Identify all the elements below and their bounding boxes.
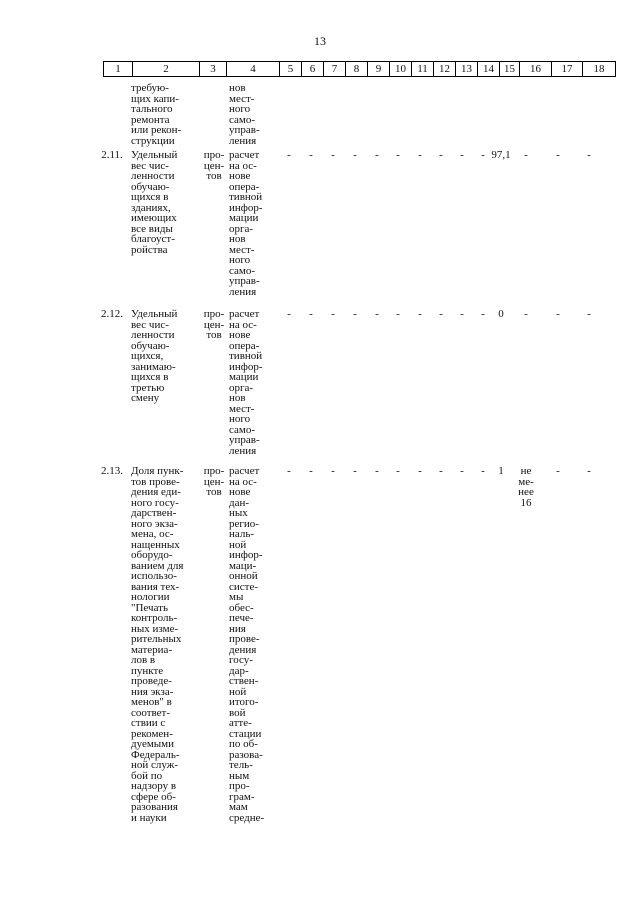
data-source-line: стации [229,727,262,740]
indicator-name-line: использо- [131,570,177,582]
data-source-line: на ос- [229,475,257,488]
header-col-7: 7 [324,62,346,77]
value-col-17: - [556,149,560,161]
unit-line: цен- [203,475,225,488]
value-col-18: - [587,308,591,320]
row-number: 2.12. [101,308,123,320]
data-source-line: маци- [229,559,257,572]
data-source-line: ной [229,685,247,698]
indicator-name-line: зданиях, [131,201,171,214]
data-source-line: орга- [229,381,254,394]
value-col-11: - [418,149,422,161]
indicator-name-line: щихся в [131,191,169,203]
data-source-line: инфор- [229,360,263,373]
data-source-line: атте- [229,717,252,729]
cont-source [229,83,281,146]
row-number: 2.13. [101,465,123,477]
indicator-name-line: сфере об- [131,790,176,803]
indicator-name-line: ния экза- [131,685,174,698]
data-source-line: мы [229,591,244,603]
indicator-name-line: разования [131,801,178,813]
value-col-13: - [460,149,464,161]
data-source [229,150,281,297]
value-col-14: - [481,308,485,320]
data-source-line: мест- [229,402,255,415]
header-col-8: 8 [346,62,368,77]
indicator-name-line: менов" в [131,696,172,708]
indicator-name-line: смену [131,392,160,404]
indicator-name-line: ного госу- [131,496,179,509]
value-col-6: - [309,465,313,477]
value-col-5: - [287,308,291,320]
cont-indicator-name-line: или рекон- [131,124,182,136]
value-col-12: - [439,149,443,161]
indicator-name-line: дения еди- [131,486,181,498]
data-source-line: тивной [229,191,263,203]
header-col-4: 4 [227,62,280,77]
header-col-2: 2 [133,62,200,77]
data-source-line: нове [229,170,251,182]
data-source-line: средне- [229,811,265,824]
cont-indicator-name-line: тального [131,103,173,115]
data-source-line: наль- [229,528,255,540]
data-source-line: грам- [229,790,255,803]
data-source-line: ных [229,507,248,519]
unit [200,466,228,498]
data-source-line: вой [229,706,246,719]
value-col-7: - [331,149,335,161]
data-source-line: ной [229,538,247,551]
data-source-line: мест- [229,243,255,256]
indicator-name-line: вес чис- [131,159,169,172]
value-col-16-line: нее [518,486,534,498]
data-source-line: опера- [229,180,260,193]
data-source-line: по об- [229,738,258,750]
data-source-line: само- [229,423,256,436]
data-source-line: само- [229,264,256,277]
indicator-name-line: дарствен- [131,507,177,519]
indicator-name-line: нащенных [131,538,180,551]
unit-line: про- [203,149,225,161]
indicator-name-line: все виды [131,222,173,235]
data-source-line: про- [229,780,250,792]
row-number: 2.11. [101,149,123,161]
indicator-name-line: ствии с [131,717,166,729]
value-col-9: - [375,308,379,320]
value-col-17: - [556,308,560,320]
indicator-name-line: мена, ос- [131,528,174,540]
value-col-15: 1 [498,465,504,477]
cont-indicator-name-line: ремонта [131,113,170,126]
value-col-15: 0 [498,308,504,320]
value-col-12: - [439,465,443,477]
indicator-name-line: рекомен- [131,727,173,740]
data-source-line: ния [229,622,246,635]
indicator-name-line: имеющих [131,212,177,224]
indicator-name-line: ного экза- [131,517,178,530]
data-source-line: управ- [229,434,260,446]
indicator-name-line: третью [131,381,165,394]
indicator-name-line: контроль- [131,612,178,624]
data-source-line: мации [229,371,259,383]
indicator-name [131,309,201,404]
header-col-14: 14 [478,62,500,77]
indicator-name-line: тов прове- [131,475,180,488]
unit-line: про- [203,308,225,320]
data-source-line: тель- [229,759,253,771]
value-col-7: - [331,308,335,320]
data-source-line: орга- [229,222,254,235]
data-source [229,466,281,823]
unit-line: про- [203,465,225,477]
data-source-line: пече- [229,612,254,624]
indicator-name-line: и науки [131,811,167,824]
unit-line: тов [206,329,222,341]
data-source-line: ления [229,285,257,298]
indicator-name-line: проведе- [131,675,172,687]
data-source-line: управ- [229,275,260,287]
value-col-12: - [439,308,443,320]
indicator-name-line: рительных [131,633,182,645]
cont-source-line: ного [229,103,251,115]
value-col-16: - [524,149,528,161]
data-source-line: на ос- [229,318,257,331]
value-col-5: - [287,465,291,477]
value-col-16: - [524,308,528,320]
data-source-line: нове [229,486,251,498]
data-source-line: мам [229,801,248,813]
data-source-line: прове- [229,633,260,645]
unit [200,150,228,182]
indicator-name-line: оборудо- [131,549,173,561]
indicator-name-line: "Печать [131,601,168,614]
value-col-6: - [309,308,313,320]
header-col-5: 5 [280,62,302,77]
value-col-10: - [396,465,400,477]
indicator-name-line: лов в [131,654,156,666]
data-source-line: нов [229,233,246,245]
indicator-name-line: вания тех- [131,580,180,593]
value-col-17: - [556,465,560,477]
data-source-line: расчет [229,308,260,320]
value-col-16-line: ме- [518,475,534,488]
indicator-name-line: обучаю- [131,180,170,193]
indicator-name-line: материа- [131,643,173,656]
header-col-12: 12 [434,62,456,77]
indicator-name-line: Удельный [131,149,178,161]
page-number: 13 [314,34,326,48]
unit [200,309,228,341]
unit-line: тов [206,486,222,498]
indicator-name-line: щихся в [131,371,169,383]
value-col-18: - [587,465,591,477]
header-col-3: 3 [200,62,227,77]
cont-indicator-name-line: струкции [131,134,175,147]
value-col-7: - [331,465,335,477]
value-col-8: - [353,149,357,161]
header-col-13: 13 [456,62,478,77]
data-source-line: инфор- [229,201,263,214]
header-col-6: 6 [302,62,324,77]
indicator-name-line: занимаю- [131,360,176,373]
value-col-9: - [375,465,379,477]
value-col-11: - [418,308,422,320]
value-col-15: 97,1 [491,149,511,161]
value-col-8: - [353,308,357,320]
cont-source-line: само- [229,113,256,126]
indicator-name-line: ной служ- [131,759,179,771]
header-col-16: 16 [520,62,552,77]
data-source-line: обес- [229,601,254,614]
data-source-line: мации [229,212,259,224]
cont-indicator-name-line: щих капи- [131,92,179,105]
indicator-name-line: щихся, [131,350,164,362]
indicator-name-line: Доля пунк- [131,465,184,477]
cont-source-line: ления [229,134,257,147]
header-col-11: 11 [412,62,434,77]
value-col-5: - [287,149,291,161]
unit-line: цен- [203,159,225,172]
data-source-line: дар- [229,664,249,677]
indicator-name-line: вес чис- [131,318,169,331]
indicator-name-line: пункте [131,664,164,677]
data-source-line: инфор- [229,549,263,561]
data-source-line: разова- [229,748,263,761]
value-col-14: - [481,465,485,477]
data-source-line: дан- [229,496,250,509]
value-col-10: - [396,149,400,161]
header-col-18: 18 [583,62,616,77]
data-source-line: регио- [229,517,259,530]
header-col-10: 10 [390,62,412,77]
cont-indicator-name-line: требую- [131,82,169,94]
data-source-line: на ос- [229,159,257,172]
data-source-line: ным [229,769,250,782]
indicator-name-line: надзору в [131,780,177,792]
column-number-header [103,61,616,77]
data-source-line: тивной [229,350,263,362]
data-source [229,309,281,456]
header-col-15: 15 [500,62,520,77]
indicator-name-line: ванием для [131,559,184,572]
data-source-line: онной [229,570,258,582]
value-col-18: - [587,149,591,161]
indicator-name-line: нологии [131,591,170,603]
value-col-8: - [353,465,357,477]
value-col-14: - [481,149,485,161]
data-source-line: систе- [229,580,259,593]
indicator-name-line: Федераль- [131,748,180,761]
header-col-9: 9 [368,62,390,77]
indicator-name [131,466,201,823]
data-source-line: ления [229,444,257,457]
indicator-name-line: бой по [131,769,163,782]
header-col-17: 17 [552,62,583,77]
data-source-line: расчет [229,465,260,477]
cont-indicator-name [131,83,201,146]
value-col-10: - [396,308,400,320]
data-source-line: нове [229,329,251,341]
data-source-line: ствен- [229,675,259,687]
indicator-name-line: соответ- [131,706,171,719]
indicator-name-line: обучаю- [131,339,170,352]
data-source-line: ного [229,254,251,266]
value-col-16 [511,466,541,508]
data-source-line: опера- [229,339,260,352]
data-source-line: ного [229,413,251,425]
cont-source-line: мест- [229,92,255,105]
value-col-13: - [460,308,464,320]
unit-line: тов [206,170,222,182]
indicator-name-line: дуемыми [131,738,175,750]
indicator-name-line: ленности [131,170,175,182]
data-source-line: итого- [229,696,259,708]
header-col-1: 1 [104,62,133,77]
value-col-16-line: не [520,465,532,477]
value-col-6: - [309,149,313,161]
cont-source-line: управ- [229,124,260,136]
data-source-line: нов [229,392,246,404]
cont-source-line: нов [229,82,246,94]
data-source-line: госу- [229,654,253,666]
indicator-name-line: ленности [131,329,175,341]
indicator-name [131,150,201,255]
value-col-11: - [418,465,422,477]
indicator-name-line: ройства [131,243,168,256]
data-source-line: дения [229,643,257,656]
value-col-13: - [460,465,464,477]
unit-line: цен- [203,318,225,331]
indicator-name-line: Удельный [131,308,178,320]
indicator-name-line: благоуст- [131,233,175,245]
value-col-9: - [375,149,379,161]
data-source-line: расчет [229,149,260,161]
indicator-name-line: ных изме- [131,622,179,635]
value-col-16-line: 16 [520,496,532,509]
